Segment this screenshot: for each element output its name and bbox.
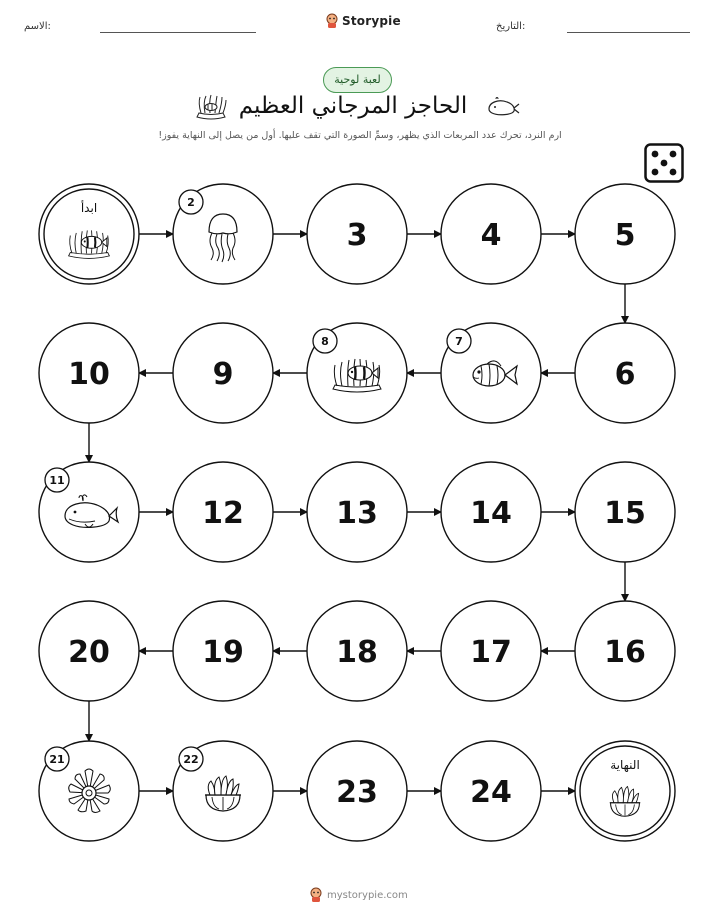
space-number: 16 [604,635,646,670]
page-title: الحاجز المرجاني العظيم [238,93,468,119]
space-number: 4 [480,218,502,253]
finish-label: النهاية [610,758,640,772]
board-space-8[interactable] [307,323,407,423]
board-space-14[interactable] [441,462,541,562]
space-number: 18 [336,635,378,670]
space-number: 5 [614,218,636,253]
board-space-18[interactable] [307,601,407,701]
space-number: 9 [212,357,234,392]
board-space-12[interactable] [173,462,273,562]
board-space-7[interactable] [441,323,541,423]
name-label: الاسم: [24,21,51,32]
board-space-9[interactable] [173,323,273,423]
footer [309,887,408,903]
board-space-21[interactable] [39,741,139,841]
space-number: 22 [183,753,199,766]
board-spaces [39,184,675,841]
space-number: 19 [202,635,244,670]
space-number: 3 [346,218,368,253]
board-space-5[interactable] [575,184,675,284]
board-space-24[interactable] [441,741,541,841]
space-number: 11 [49,474,65,487]
date-label: التاريخ: [496,21,526,32]
instructions: ارم النرد، تحرك عدد المربعات الذي يظهر، وسمِّ الصورة التي تقف عليها. أول من يصل إلى النهاية يفوز! [158,130,562,141]
board-space-16[interactable] [575,601,675,701]
board-space-11[interactable] [39,462,139,562]
space-number: 23 [336,775,378,810]
space-number: 7 [455,335,463,348]
space-number: 14 [470,496,512,531]
start-label: ابدأ [80,201,98,215]
board-space-1[interactable] [39,184,139,284]
board-space-20[interactable] [39,601,139,701]
space-number: 20 [68,635,110,670]
space-number: 13 [336,496,378,531]
footer-url[interactable]: mystorypie.com [327,889,408,901]
board-space-25[interactable] [575,741,675,841]
space-number: 21 [49,753,65,766]
board-space-15[interactable] [575,462,675,562]
board-space-3[interactable] [307,184,407,284]
space-number: 24 [470,775,512,810]
board-space-17[interactable] [441,601,541,701]
space-number: 15 [604,496,646,531]
board-space-23[interactable] [307,741,407,841]
board-space-10[interactable] [39,323,139,423]
board-space-22[interactable] [173,741,273,841]
brand-name: Storypie [342,14,401,28]
storypie-mascot-icon [309,887,323,903]
space-circle [39,184,139,284]
board-space-4[interactable] [441,184,541,284]
space-number: 6 [614,357,636,392]
space-number: 2 [187,196,195,209]
board-space-2[interactable] [173,184,273,284]
game-type-badge: لعبة لوحية [323,67,392,93]
space-number: 10 [68,357,110,392]
space-number: 8 [321,335,329,348]
space-number: 12 [202,496,244,531]
board-space-6[interactable] [575,323,675,423]
board-space-19[interactable] [173,601,273,701]
space-number: 17 [470,635,512,670]
board-space-13[interactable] [307,462,407,562]
